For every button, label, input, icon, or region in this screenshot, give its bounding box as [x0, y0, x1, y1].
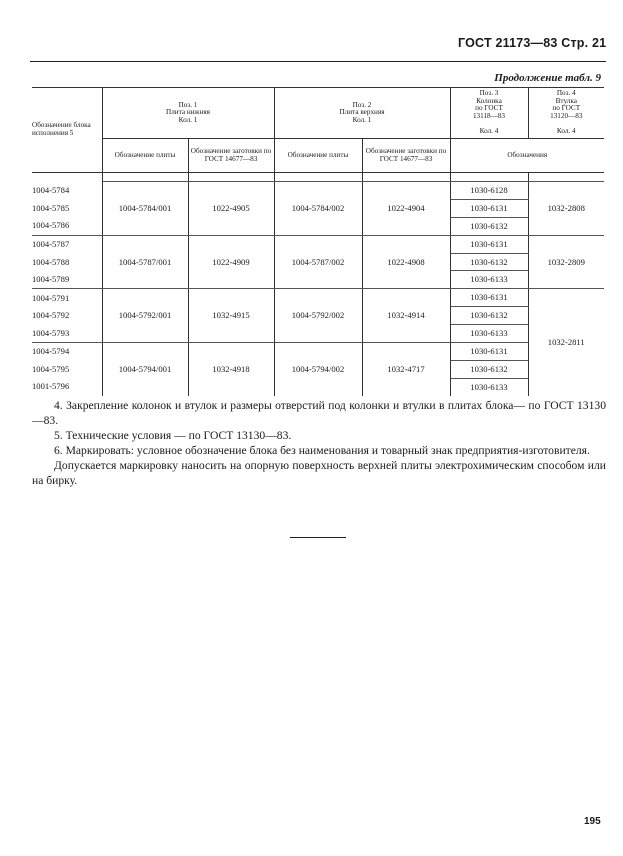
upper-blank-cell: 1022-4908 — [362, 235, 450, 289]
bushing-cell: 1032-2808 — [528, 182, 604, 236]
header-pos4: Поз. 4 Втулка по ГОСТ 13120—83 Кол. 4 — [528, 88, 604, 139]
table-continuation-label: Продолжение табл. 9 — [494, 72, 601, 84]
lower-blank-cell: 1032-4918 — [188, 343, 274, 396]
column-cell: 1030-6131 — [450, 289, 528, 307]
block-cell: 1004-5791 — [32, 289, 102, 307]
header-designations: Обозначения — [450, 139, 604, 173]
end-rule — [290, 537, 346, 538]
header-upper-blank: Обозначение заготовки по ГОСТ 14677—83 — [362, 139, 450, 173]
header-upper-plate: Обозначение плиты — [274, 139, 362, 173]
block-cell: 1004-5795 — [32, 360, 102, 378]
column-cell: 1030-6132 — [450, 307, 528, 325]
table-row — [32, 343, 604, 361]
upper-plate-cell: 1004-5794/002 — [274, 343, 362, 396]
block-cell: 1004-5789 — [32, 271, 102, 289]
header-pos2: Поз. 2 Плита верхняя Кол. 1 — [274, 88, 450, 139]
block-cell: 1004-5794 — [32, 343, 102, 361]
upper-plate-cell: 1004-5787/002 — [274, 235, 362, 289]
column-cell: 1030-6133 — [450, 325, 528, 343]
header-lower-plate: Обозначение плиты — [102, 139, 188, 173]
column-cell: 1030-6128 — [450, 182, 528, 200]
table-row — [32, 182, 604, 200]
column-cell: 1030-6133 — [450, 378, 528, 395]
column-cell: 1030-6131 — [450, 199, 528, 217]
lower-plate-cell: 1004-5794/001 — [102, 343, 188, 396]
spec-table — [32, 87, 604, 396]
note-6: 6. Маркировать: условное обозначение блока без наименования и товарный знак предприятия-изготовителя. — [54, 444, 590, 457]
lower-blank-cell: 1032-4915 — [188, 289, 274, 343]
note-7: Допускается маркировку наносить на опорную поверхность верхней плиты электрохимическим способом или на бирку. — [32, 459, 606, 487]
column-cell: 1030-6132 — [450, 253, 528, 271]
column-cell: 1030-6133 — [450, 271, 528, 289]
upper-blank-cell: 1032-4717 — [362, 343, 450, 396]
upper-blank-cell: 1022-4904 — [362, 182, 450, 236]
lower-plate-cell: 1004-5792/001 — [102, 289, 188, 343]
header-rule — [30, 61, 606, 62]
page-number: 195 — [584, 816, 601, 827]
lower-blank-cell: 1022-4909 — [188, 235, 274, 289]
table-row — [32, 289, 604, 307]
lower-plate-cell: 1004-5787/001 — [102, 235, 188, 289]
upper-plate-cell: 1004-5792/002 — [274, 289, 362, 343]
header-lower-blank: Обозначение заготовки по ГОСТ 14677—83 — [188, 139, 274, 173]
column-cell: 1030-6132 — [450, 217, 528, 235]
block-cell: 1004-5793 — [32, 325, 102, 343]
block-cell: 1004-5784 — [32, 182, 102, 200]
header-pos3: Поз. 3 Колонка по ГОСТ 13118—83 Кол. 4 — [450, 88, 528, 139]
upper-blank-cell: 1032-4914 — [362, 289, 450, 343]
upper-plate-cell: 1004-5784/002 — [274, 182, 362, 236]
bushing-cell: 1032-2811 — [528, 289, 604, 396]
block-cell: 1004-5785 — [32, 199, 102, 217]
lower-blank-cell: 1022-4905 — [188, 182, 274, 236]
table-spacer-row — [32, 173, 604, 182]
note-4: 4. Закрепление колонок и втулок и размеры отверстий под колонки и втулки в плитах блока— по ГОСТ 13130—83. — [32, 399, 606, 427]
block-cell: 1004-5792 — [32, 307, 102, 325]
column-cell: 1030-6131 — [450, 235, 528, 253]
block-cell: 1001-5796 — [32, 378, 102, 395]
block-cell: 1004-5788 — [32, 253, 102, 271]
block-cell: 1004-5787 — [32, 235, 102, 253]
note-5: 5. Технические условия — по ГОСТ 13130—83. — [54, 429, 292, 442]
table-row — [32, 235, 604, 253]
header-block-designation: Обозначение блока исполнения 5 — [32, 88, 102, 173]
column-cell: 1030-6131 — [450, 343, 528, 361]
page-header: ГОСТ 21173—83 Стр. 21 — [458, 36, 607, 50]
lower-plate-cell: 1004-5784/001 — [102, 182, 188, 236]
bushing-cell: 1032-2809 — [528, 235, 604, 289]
column-cell: 1030-6132 — [450, 360, 528, 378]
notes-section — [32, 398, 606, 488]
header-pos1: Поз. 1 Плита нижняя Кол. 1 — [102, 88, 274, 139]
spec-table-wrapper — [32, 87, 604, 392]
block-cell: 1004-5786 — [32, 217, 102, 235]
